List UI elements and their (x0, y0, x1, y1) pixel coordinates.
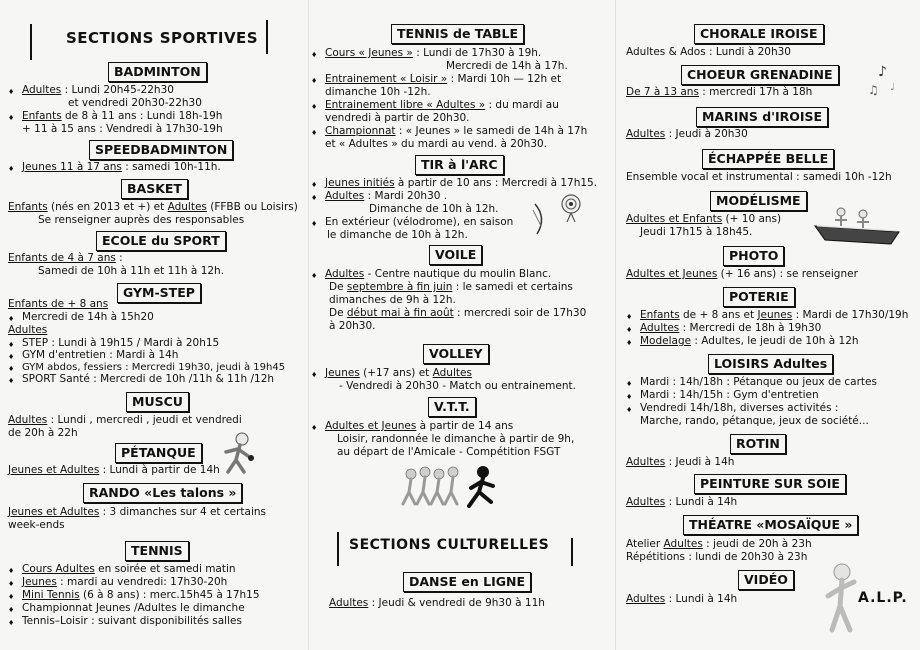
gym-line-1: Enfants de + 8 ans (8, 298, 109, 310)
petanque-line-1: Jeunes et Adultes : Lundi à partir de 14h (8, 464, 220, 476)
voile-line-2: De septembre à fin juin : le samedi et certains (329, 281, 573, 293)
section-bracket-right (266, 20, 268, 54)
chorale-line-1: Adultes & Ados : Lundi à 20h30 (626, 46, 791, 58)
tennis-table-heading: TENNIS de TABLE (391, 24, 524, 44)
vtt-line-3: au départ de l'Amicale - Compétition FSGT (337, 446, 561, 458)
sports-section-title: SECTIONS SPORTIVES (66, 29, 259, 47)
petanque-heading: PÉTANQUE (115, 443, 202, 463)
voile-line-1: ♦ Adultes - Centre nautique du moulin Blanc. (325, 268, 551, 281)
echappee-heading: ÉCHAPPÉE BELLE (702, 149, 834, 169)
photo-line-1: Adultes et Jeunes (+ 16 ans) : se renseigner (626, 268, 858, 280)
basket-line-1: Enfants (nés en 2013 et +) et Adultes (FFBB ou Loisirs) (8, 201, 298, 213)
rotin-heading: ROTIN (730, 434, 786, 454)
echappee-line-1: Ensemble vocal et instrumental : samedi 10h -12h (626, 171, 892, 183)
photo-heading: PHOTO (723, 246, 784, 266)
poterie-heading: POTERIE (723, 287, 795, 307)
tt-line-7: ♦ Championnat : « Jeunes » le samedi de 14h à 17h (325, 125, 587, 138)
volley-line-1: ♦ Jeunes (+17 ans) et Adultes (325, 367, 472, 380)
badminton-heading: BADMINTON (108, 62, 207, 82)
badminton-line-2: et vendredi 20h30-22h30 (68, 97, 202, 109)
tir-arc-heading: TIR à l'ARC (415, 155, 504, 175)
gym-line-7: ♦ SPORT Santé : Mercredi de 10h /11h & 11h /12h (22, 373, 274, 386)
runners-group-icon (397, 462, 517, 518)
modelisme-line-2: Jeudi 17h15 à 18h45. (640, 226, 753, 238)
choeur-line-1: De 7 à 13 ans : mercredi 17h à 18h (626, 86, 813, 98)
marins-heading: MARINS d'IROISE (696, 107, 828, 127)
chorale-heading: CHORALE IROISE (694, 24, 824, 44)
speedbadminton-line-1: ♦ Jeunes 11 à 17 ans : samedi 10h-11h. (22, 161, 221, 174)
tennis-line-1: ♦ Cours Adultes en soirée et samedi matin (22, 563, 236, 576)
gym-line-2: ♦ Mercredi de 14h à 15h20 (22, 311, 154, 324)
loisirs-line-2: ♦ Mardi : 14h/15h : Gym d'entretien (640, 389, 819, 402)
muscu-line-1: Adultes : Lundi , mercredi , jeudi et vendredi (8, 414, 242, 426)
culture-bracket-left (337, 532, 345, 566)
tennis-line-3: ♦ Mini Tennis (6 à 8 ans) : merc.15h45 à 17h15 (22, 589, 260, 602)
loisirs-heading: LOISIRS Adultes (708, 354, 833, 374)
volley-heading: VOLLEY (423, 344, 489, 364)
tir-line-2: ♦ Adultes : Mardi 20h30 . (325, 190, 447, 203)
badminton-line-4: + 11 à 15 ans : Vendredi à 17h30-19h (22, 123, 223, 135)
voile-line-5: à 20h30. (329, 320, 376, 332)
rando-heading: RANDO «Les talons » (83, 483, 242, 503)
poterie-line-1: ♦ Enfants de + 8 ans et Jeunes : Mardi de 17h30/19h (640, 309, 908, 322)
muscu-line-2: de 20h à 22h (8, 427, 78, 439)
vtt-line-1: ♦ Adultes et Jeunes à partir de 14 ans (325, 420, 513, 433)
choeur-heading: CHOEUR GRENADINE (681, 65, 839, 85)
video-line-1: Adultes : Lundi à 14h (626, 593, 738, 605)
tennis-line-2: ♦ Jeunes : mardi au vendredi: 17h30-20h (22, 576, 227, 589)
badminton-line-1: ♦ Adultes : Lundi 20h45-22h30 (22, 84, 174, 97)
tt-line-4: dimanche 10h -12h. (325, 86, 431, 98)
section-bracket-left (30, 24, 38, 60)
voile-heading: VOILE (429, 245, 482, 265)
gym-line-4: ♦ STEP : Lundi à 19h15 / Mardi à 20h15 (22, 337, 219, 350)
tir-line-3: Dimanche de 10h à 12h. (369, 203, 499, 215)
tennis-line-4: ♦ Championnat Jeunes /Adultes le dimanche (22, 602, 245, 615)
tennis-line-5: ♦ Tennis–Loisir : suivant disponibilités salles (22, 615, 242, 628)
modelisme-line-1: Adultes et Enfants (+ 10 ans) (626, 213, 782, 225)
voile-line-3: dimanches de 9h à 12h. (329, 294, 456, 306)
gym-line-3: Adultes (8, 324, 48, 336)
video-heading: VIDÉO (738, 570, 794, 590)
archery-target-icon (527, 190, 587, 240)
vtt-heading: V.T.T. (428, 397, 476, 417)
marins-line-1: Adultes : Jeudi à 20h30 (626, 128, 748, 140)
ecole-sport-heading: ECOLE du SPORT (96, 231, 226, 251)
petanque-player-icon (218, 432, 258, 480)
voile-line-4: De début mai à fin août : mercredi soir de 17h30 (329, 307, 587, 319)
ecole-line-1: Enfants de 4 à 7 ans : (8, 252, 123, 264)
poterie-line-2: ♦ Adultes : Mercredi de 18h à 19h30 (640, 322, 821, 335)
danse-heading: DANSE en LIGNE (403, 572, 531, 592)
culture-section-title: SECTIONS CULTURELLES (349, 537, 550, 553)
basket-heading: BASKET (121, 179, 188, 199)
muscu-heading: MUSCU (126, 392, 189, 412)
volley-line-2: - Vendredi à 20h30 - Match ou entrainement. (339, 380, 576, 392)
theatre-heading: THÉATRE «MOSAÏQUE » (683, 515, 858, 535)
tennis-heading: TENNIS (125, 541, 189, 561)
poterie-line-3: ♦ Modelage : Adultes, le jeudi de 10h à 12h (640, 335, 859, 348)
gym-line-6: ♦ GYM abdos, fessiers : Mercredi 19h30, jeudi à 19h45 (22, 361, 285, 374)
peinture-line-1: Adultes : Lundi à 14h (626, 496, 738, 508)
svg-text:♩: ♩ (890, 82, 895, 93)
basket-line-2: Se renseigner auprès des responsables (38, 214, 245, 226)
speedbadminton-heading: SPEEDBADMINTON (89, 140, 233, 160)
gym-line-5: ♦ GYM d'entretien : Mardi à 14h (22, 349, 178, 362)
modelisme-heading: MODÉLISME (710, 191, 807, 211)
culture-bracket-right (571, 538, 573, 566)
loisirs-line-4: Marche, rando, pétanque, jeux de société... (640, 415, 869, 427)
model-boat-icon (811, 196, 903, 248)
column-culture (615, 0, 920, 650)
loisirs-line-1: ♦ Mardi : 14h/18h : Pétanque ou jeux de cartes (640, 376, 877, 389)
loisirs-line-3: ♦ Vendredi 14h/18h, diverses activités : (640, 402, 838, 415)
vtt-line-2: Loisir, randonnée le dimanche à partir de 9h, (337, 433, 575, 445)
svg-text:♪: ♪ (878, 64, 887, 80)
tir-line-1: ♦ Jeunes initiés à partir de 10 ans : Mercredi à 17h15. (325, 177, 597, 190)
tt-line-5: ♦ Entrainement libre « Adultes » : du mardi au (325, 99, 559, 112)
rando-line-1: Jeunes et Adultes : 3 dimanches sur 4 et certains (8, 506, 267, 518)
column-sports-2 (308, 0, 611, 650)
tir-line-5: le dimanche de 10h à 12h. (327, 229, 468, 241)
tt-line-2: Mercredi de 14h à 17h. (446, 60, 568, 72)
tt-line-8: et « Adultes » du mardi au vend. à 20h30. (325, 138, 548, 150)
theatre-line-2: Répétitions : lundi de 20h30 à 23h (626, 551, 808, 563)
rando-line-2: week-ends (8, 519, 65, 531)
peinture-heading: PEINTURE SUR SOIE (694, 474, 846, 494)
rotin-line-1: Adultes : Jeudi à 14h (626, 456, 735, 468)
badminton-line-3: ♦ Enfants de 8 à 11 ans : Lundi 18h-19h (22, 110, 222, 123)
tt-line-3: ♦ Entrainement « Loisir » : Mardi 10h — 12h et (325, 73, 561, 86)
gym-step-heading: GYM-STEP (117, 283, 201, 303)
music-notes-icon (864, 60, 904, 110)
alp-logo-text: A.L.P. (858, 590, 908, 606)
tt-line-1: ♦ Cours « Jeunes » : Lundi de 17h30 à 19h. (325, 47, 541, 60)
column-sports (0, 0, 303, 650)
svg-text:♫: ♫ (868, 83, 879, 97)
theatre-line-1: Atelier Adultes : jeudi de 20h à 23h (626, 538, 812, 550)
ecole-line-2: Samedi de 10h à 11h et 11h à 12h. (38, 265, 225, 277)
tir-line-4: ♦ En extérieur (vélodrome), en saison (325, 216, 513, 229)
danse-line-1: Adultes : Jeudi & vendredi de 9h30 à 11h (329, 597, 545, 609)
tt-line-6: vendredi à partir de 20h30. (325, 112, 470, 124)
